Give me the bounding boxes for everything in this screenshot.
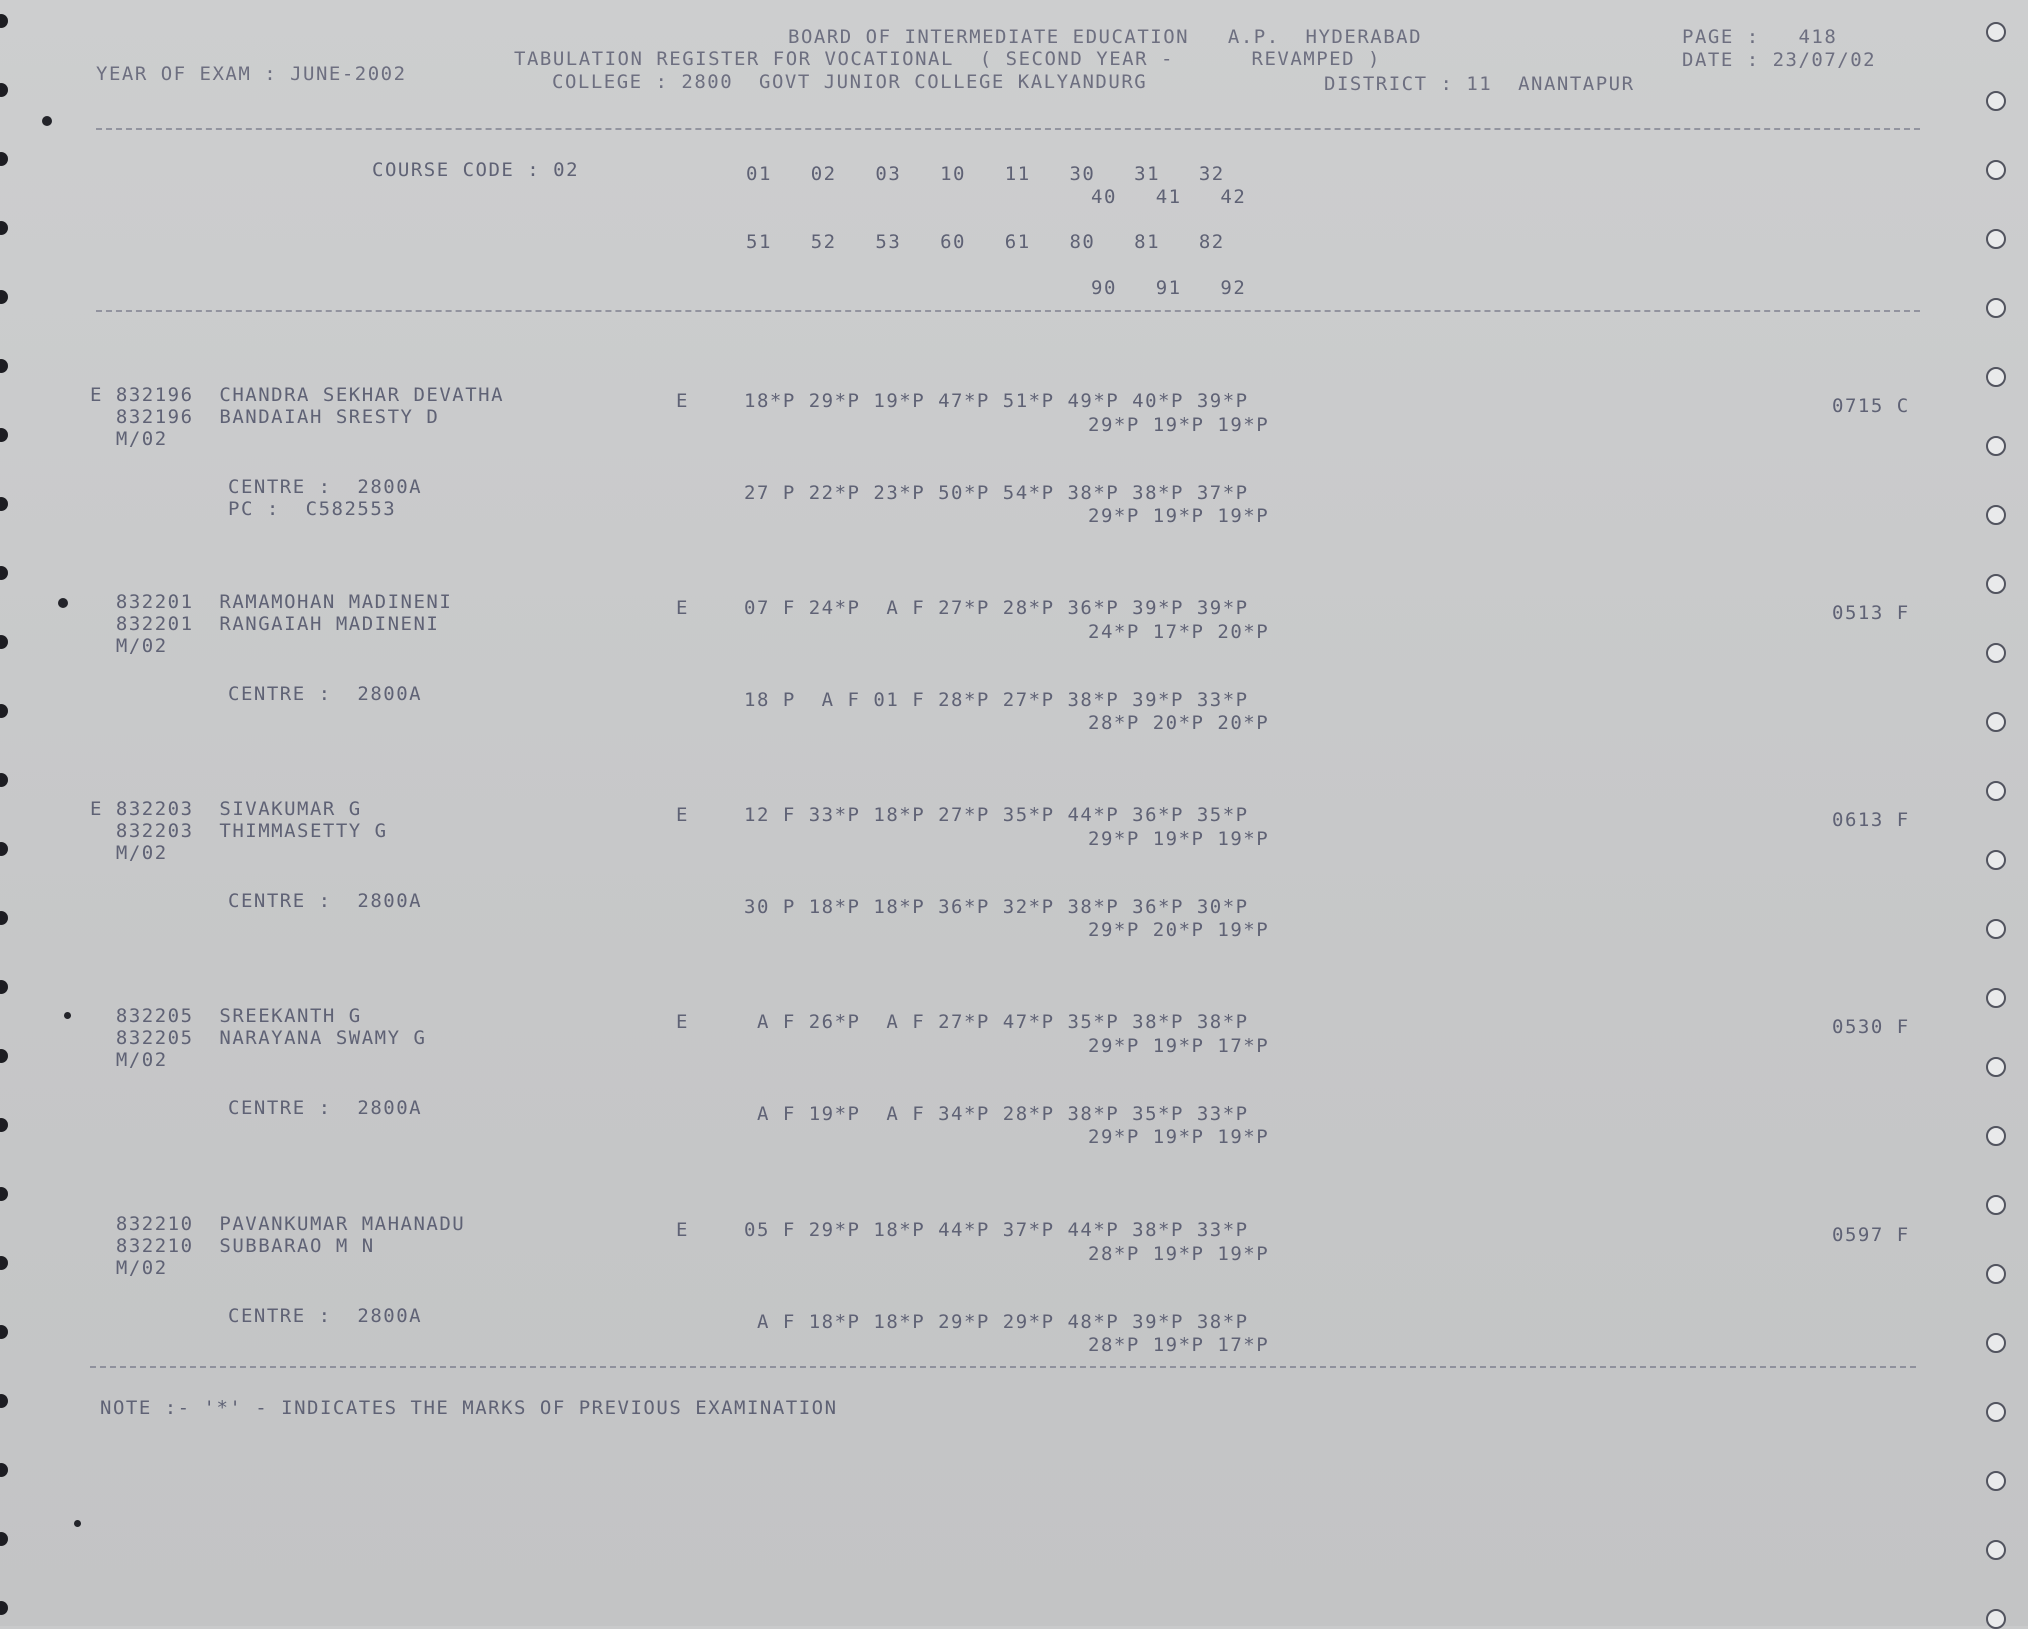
marks-row-previous: 27 P 22*P 23*P 50*P 54*P 38*P 38*P 37*P xyxy=(744,482,1249,504)
stray-ink-dot xyxy=(42,116,52,126)
feed-hole xyxy=(0,290,8,304)
marks-row-previous-ext: 28*P 20*P 20*P xyxy=(1088,712,1270,734)
marks-row-previous: A F 19*P A F 34*P 28*P 38*P 35*P 33*P xyxy=(744,1103,1249,1125)
feed-hole xyxy=(1986,781,2006,801)
divider-line xyxy=(96,310,1920,312)
student-id-parent: 832196 BANDAIAH SRESTY D xyxy=(90,406,440,428)
subject-codes-row-2: 51 52 53 60 61 80 81 82 xyxy=(746,231,1225,253)
feed-hole xyxy=(1986,1333,2006,1353)
marks-row-current: 05 F 29*P 18*P 44*P 37*P 44*P 38*P 33*P xyxy=(744,1219,1249,1241)
student-batch: M/02 xyxy=(90,428,168,450)
marks-row-previous-ext: 29*P 19*P 19*P xyxy=(1088,1126,1270,1148)
page-number: PAGE : 418 xyxy=(1682,26,1838,48)
district-line: DISTRICT : 11 ANANTAPUR xyxy=(1324,73,1635,95)
feed-hole xyxy=(1986,919,2006,939)
feed-hole xyxy=(0,1049,8,1063)
feed-hole xyxy=(0,152,8,166)
feed-hole xyxy=(1986,1402,2006,1422)
student-id-parent: 832205 NARAYANA SWAMY G xyxy=(90,1027,427,1049)
student-id-name: E 832203 SIVAKUMAR G xyxy=(90,798,362,820)
marks-row-current: 18*P 29*P 19*P 47*P 51*P 49*P 40*P 39*P xyxy=(744,390,1249,412)
feed-hole xyxy=(0,1187,8,1201)
marks-row-current-ext: 28*P 19*P 19*P xyxy=(1088,1243,1270,1265)
feed-hole xyxy=(1986,1126,2006,1146)
feed-hole xyxy=(0,1256,8,1270)
student-id-parent: 832203 THIMMASETTY G xyxy=(90,820,388,842)
feed-hole xyxy=(1986,436,2006,456)
feed-hole xyxy=(1986,160,2006,180)
year-of-exam: YEAR OF EXAM : JUNE-2002 xyxy=(96,63,407,85)
student-id-name: 832205 SREEKANTH G xyxy=(90,1005,362,1027)
pc-number: PC : C582553 xyxy=(228,498,397,520)
student-id-name: 832210 PAVANKUMAR MAHANADU xyxy=(90,1213,466,1235)
feed-hole xyxy=(1986,298,2006,318)
subject-codes-row-1: 01 02 03 10 11 30 31 32 xyxy=(746,163,1225,185)
feed-hole xyxy=(0,1532,8,1546)
feed-hole xyxy=(0,1601,8,1615)
feed-hole xyxy=(1986,574,2006,594)
student-batch: M/02 xyxy=(90,842,168,864)
medium-code: E xyxy=(676,804,689,826)
marks-row-current: 07 F 24*P A F 27*P 28*P 36*P 39*P 39*P xyxy=(744,597,1249,619)
feed-hole xyxy=(1986,643,2006,663)
total-result: 0597 F xyxy=(1832,1224,1910,1246)
feed-hole xyxy=(1986,988,2006,1008)
feed-hole xyxy=(1986,1471,2006,1491)
total-result: 0715 C xyxy=(1832,395,1910,417)
feed-hole xyxy=(0,773,8,787)
feed-hole xyxy=(1986,1057,2006,1077)
stray-ink-dot xyxy=(58,598,68,608)
feed-hole xyxy=(1986,22,2006,42)
student-batch: M/02 xyxy=(90,635,168,657)
feed-hole xyxy=(0,1463,8,1477)
stray-ink-dot xyxy=(64,1012,71,1019)
subject-codes-row-1b: 40 41 42 xyxy=(1091,186,1247,208)
marks-row-previous-ext: 29*P 20*P 19*P xyxy=(1088,919,1270,941)
feed-hole xyxy=(1986,1609,2006,1629)
footnote: NOTE :- '*' - INDICATES THE MARKS OF PREVIOUS EXAMINATION xyxy=(100,1397,838,1419)
feed-hole xyxy=(0,1118,8,1132)
centre-code: CENTRE : 2800A xyxy=(228,1305,423,1327)
feed-hole xyxy=(0,635,8,649)
feed-hole xyxy=(1986,229,2006,249)
total-result: 0613 F xyxy=(1832,809,1910,831)
feed-hole xyxy=(0,704,8,718)
medium-code: E xyxy=(676,1219,689,1241)
student-batch: M/02 xyxy=(90,1257,168,1279)
feed-hole xyxy=(1986,367,2006,387)
feed-hole xyxy=(0,14,8,28)
marks-row-current-ext: 29*P 19*P 19*P xyxy=(1088,414,1270,436)
stray-ink-dot xyxy=(74,1520,81,1527)
print-date: DATE : 23/07/02 xyxy=(1682,49,1877,71)
feed-hole xyxy=(1986,712,2006,732)
feed-hole xyxy=(0,1325,8,1339)
marks-row-current-ext: 29*P 19*P 19*P xyxy=(1088,828,1270,850)
medium-code: E xyxy=(676,390,689,412)
feed-hole xyxy=(0,911,8,925)
subject-codes-row-3: 90 91 92 xyxy=(1091,277,1247,299)
marks-row-previous-ext: 28*P 19*P 17*P xyxy=(1088,1334,1270,1356)
marks-row-current: 12 F 33*P 18*P 27*P 35*P 44*P 36*P 35*P xyxy=(744,804,1249,826)
marks-row-current-ext: 24*P 17*P 20*P xyxy=(1088,621,1270,643)
feed-hole xyxy=(1986,850,2006,870)
medium-code: E xyxy=(676,1011,689,1033)
divider-line xyxy=(96,128,1920,130)
feed-hole xyxy=(0,566,8,580)
feed-hole xyxy=(0,428,8,442)
student-batch: M/02 xyxy=(90,1049,168,1071)
marks-row-previous-ext: 29*P 19*P 19*P xyxy=(1088,505,1270,527)
divider-line xyxy=(90,1366,1916,1368)
centre-code: CENTRE : 2800A xyxy=(228,476,423,498)
student-id-parent: 832201 RANGAIAH MADINENI xyxy=(90,613,440,635)
medium-code: E xyxy=(676,597,689,619)
total-result: 0530 F xyxy=(1832,1016,1910,1038)
total-result: 0513 F xyxy=(1832,602,1910,624)
marks-row-previous: 30 P 18*P 18*P 36*P 32*P 38*P 36*P 30*P xyxy=(744,896,1249,918)
feed-hole xyxy=(0,497,8,511)
feed-hole xyxy=(1986,91,2006,111)
board-title: BOARD OF INTERMEDIATE EDUCATION A.P. HYDERABAD xyxy=(788,26,1423,48)
course-code: COURSE CODE : 02 xyxy=(372,159,580,181)
feed-hole xyxy=(0,1394,8,1408)
feed-hole xyxy=(0,221,8,235)
centre-code: CENTRE : 2800A xyxy=(228,683,423,705)
feed-hole xyxy=(1986,1264,2006,1284)
marks-row-previous: A F 18*P 18*P 29*P 29*P 48*P 39*P 38*P xyxy=(744,1311,1249,1333)
student-id-name: 832201 RAMAMOHAN MADINENI xyxy=(90,591,453,613)
feed-hole xyxy=(0,359,8,373)
student-id-parent: 832210 SUBBARAO M N xyxy=(90,1235,375,1257)
marks-row-previous: 18 P A F 01 F 28*P 27*P 38*P 39*P 33*P xyxy=(744,689,1249,711)
centre-code: CENTRE : 2800A xyxy=(228,1097,423,1119)
register-title: TABULATION REGISTER FOR VOCATIONAL ( SECOND YEAR - REVAMPED ) xyxy=(514,48,1381,70)
feed-hole xyxy=(0,980,8,994)
marks-row-current-ext: 29*P 19*P 17*P xyxy=(1088,1035,1270,1057)
feed-hole xyxy=(1986,1195,2006,1215)
feed-hole xyxy=(0,83,8,97)
centre-code: CENTRE : 2800A xyxy=(228,890,423,912)
marks-row-current: A F 26*P A F 27*P 47*P 35*P 38*P 38*P xyxy=(744,1011,1249,1033)
feed-hole xyxy=(1986,1540,2006,1560)
student-id-name: E 832196 CHANDRA SEKHAR DEVATHA xyxy=(90,384,505,406)
college-line: COLLEGE : 2800 GOVT JUNIOR COLLEGE KALYANDURG xyxy=(552,71,1148,93)
feed-hole xyxy=(1986,505,2006,525)
feed-hole xyxy=(0,842,8,856)
